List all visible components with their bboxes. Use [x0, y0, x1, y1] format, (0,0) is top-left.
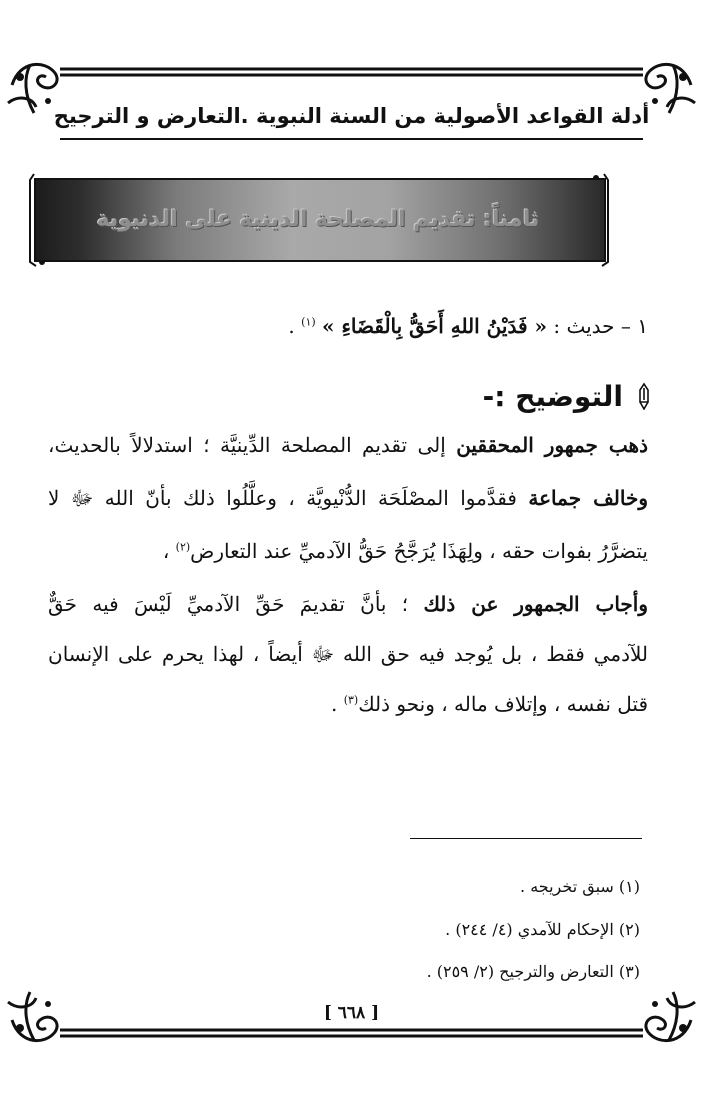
footnote-divider	[410, 838, 642, 839]
explanation-heading	[483, 372, 653, 420]
line-end: .	[330, 692, 344, 716]
line-text: قتل نفسه ، وإتلاف ماله ، ونحو ذلك	[358, 692, 648, 716]
page-number: [ ٦٦٨ ]	[323, 1003, 380, 1023]
pen-icon	[635, 382, 653, 410]
footnote-ref-1: (١)	[301, 315, 316, 329]
explanation-title: التوضيح :-	[482, 379, 623, 413]
body-line-2	[48, 478, 648, 518]
section-title: ثامناً: تقديم المصلحة الدينية على الدنيوية	[96, 207, 540, 232]
footnote-ref-3: (٣)	[343, 693, 359, 707]
line-text: إلى تقديم المصلحة الدِّينيَّة ؛ استدلالاً بالحديث،	[48, 433, 457, 457]
hadith-line	[48, 306, 648, 346]
line-end: ،	[162, 539, 176, 563]
bold-phrase: وخالف جماعة	[528, 486, 648, 510]
footnote-1: (١) سبق تخريجه .	[520, 877, 640, 896]
footnote-2: (٢) الإحكام للآمدي (٤/ ٢٤٤) .	[445, 920, 640, 939]
running-header: أدلة القواعد الأصولية من السنة النبوية .التعارض و الترجيح	[53, 104, 650, 128]
footnote-3: (٣) التعارض والترجيح (٢/ ٢٥٩) .	[426, 962, 640, 981]
footnote-ref-2: (٢)	[175, 540, 191, 554]
header-divider	[60, 138, 643, 140]
line-text: يتضرَّرُ بفوات حقه ، ولِهَذَا يُرَجَّحُ حَقُّ الآدميِّ عند التعارض	[190, 539, 648, 563]
section-banner	[28, 170, 610, 268]
line-text: ؛ بأنَّ تقديمَ حَقِّ الآدميِّ لَيْسَ فيه حَقٌّ	[48, 592, 424, 616]
hadith-text: « فَدَيْنُ اللهِ أَحَقُّ بِالْقَضَاءِ »	[322, 314, 547, 338]
hadith-end: .	[288, 314, 295, 338]
body-line-4	[48, 584, 648, 624]
body-line-1	[48, 425, 648, 465]
bold-phrase: وأجاب الجمهور عن ذلك	[423, 592, 649, 616]
body-line-6	[48, 684, 648, 724]
body-line-5	[48, 634, 648, 674]
bold-phrase: ذهب جمهور المحققين	[456, 433, 648, 457]
hadith-number: ١ – حديث :	[553, 314, 648, 338]
line-text: للآدمي فقط ، بل يُوجد فيه حق الله ﷻ أيضاً ، لهذا يحرم على الإنسان	[48, 642, 648, 666]
line-text: فقدَّموا المصْلَحَة الدُّنْيويَّة ، وعلَّلُوا ذلك بأنّ الله ﷻ لا	[48, 486, 529, 510]
body-line-3	[48, 531, 648, 571]
